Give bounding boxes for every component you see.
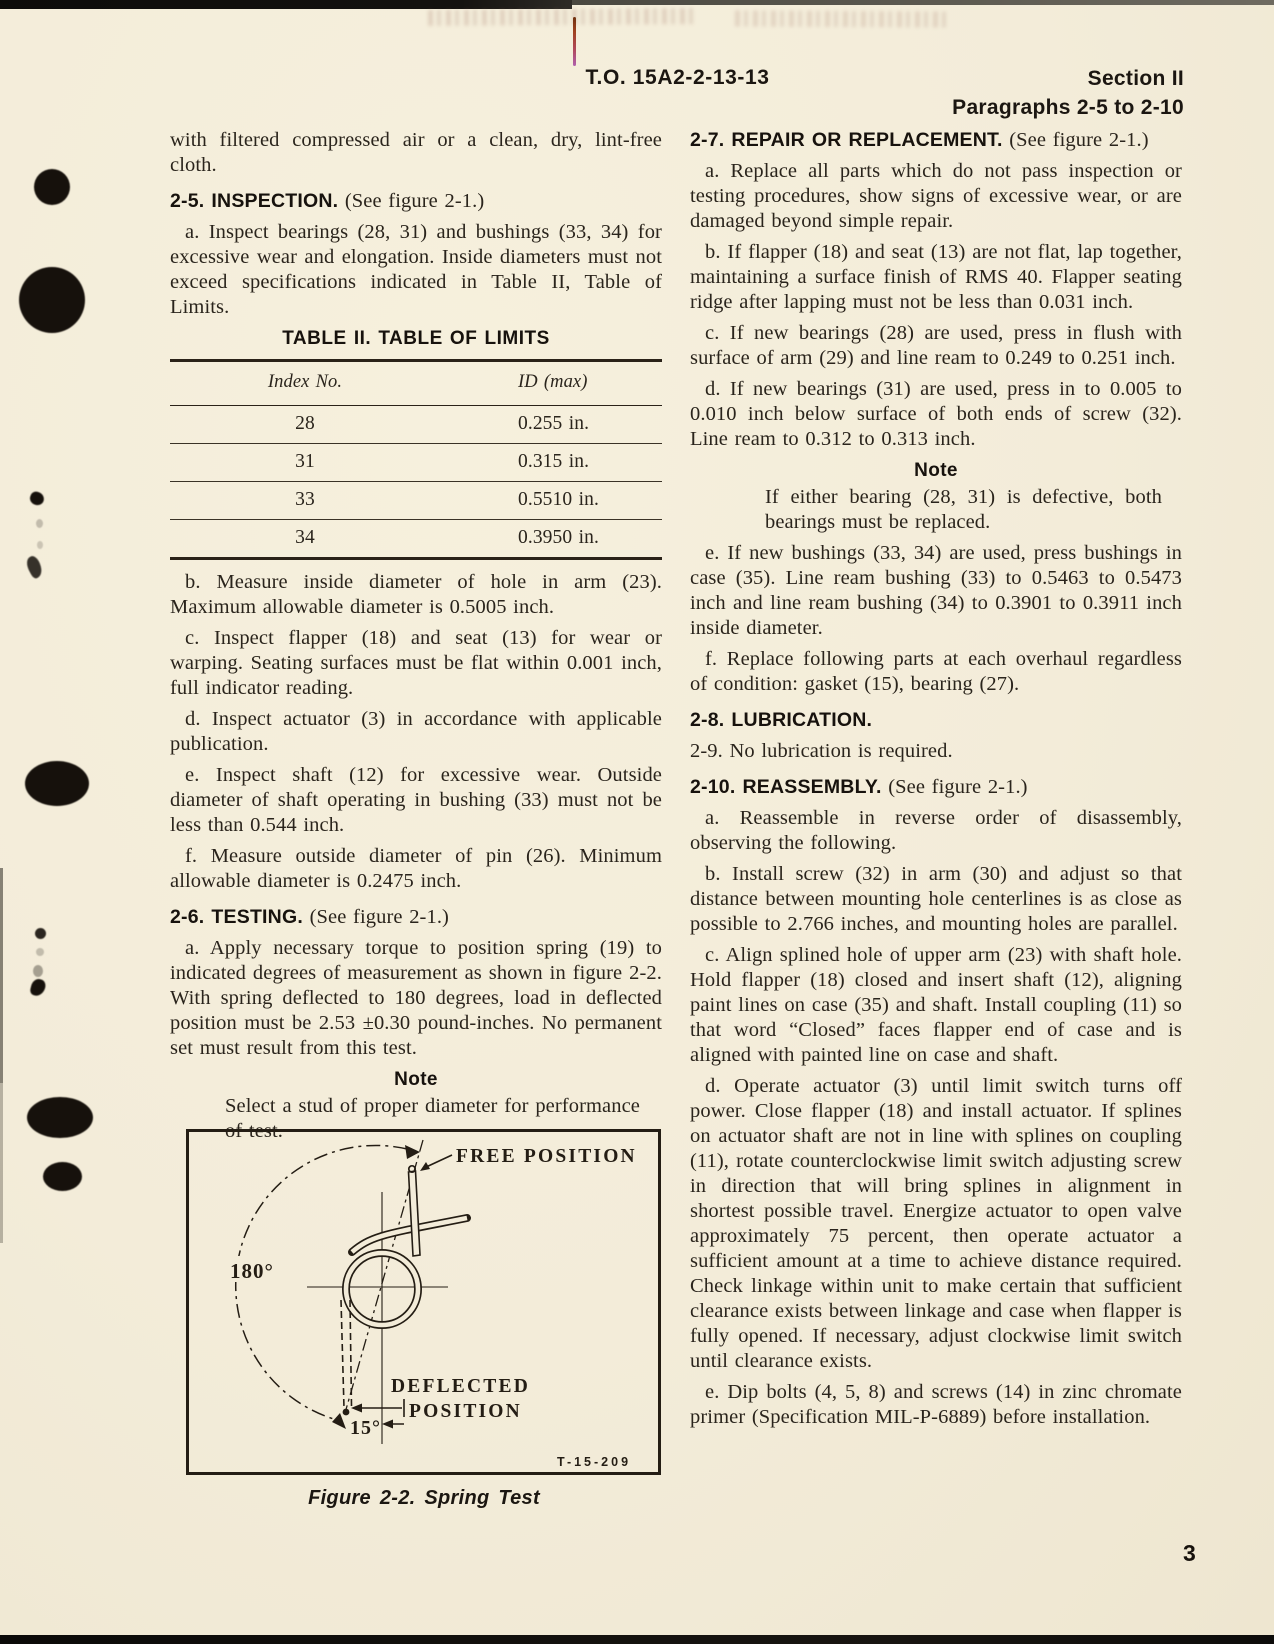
cell-index: 33 [295,489,315,510]
spring-test-diagram [186,1128,662,1477]
table-row [170,520,662,557]
cell-index: 28 [295,413,315,434]
table-row [170,444,662,482]
scan-edge-left [0,1083,3,1243]
note-label: Note [394,1069,438,1090]
paragraph: with filtered compressed air or a clean, dry, lint-free cloth. [170,129,662,176]
heading-label: 2-5. INSPECTION. [170,190,339,212]
heading-suffix: (See figure 2-1.) [1009,129,1149,151]
scan-edge-top-right [572,0,1274,5]
scan-edge-top-left [0,0,572,9]
heading-label: 2-10. REASSEMBLY. [690,776,882,798]
section-header [952,64,1184,122]
cell-index: 34 [295,527,315,548]
paragraph-2-5-f: f. Measure outside diameter of pin (26). Minimum allowable diameter is 0.2475 inch. [170,845,662,892]
label-180-degrees: 180° [230,1259,274,1283]
figure-border [188,1131,660,1474]
punch-mark [34,169,70,205]
table-row [170,406,662,444]
paragraph-2-5-a: a. Inspect bearings (28, 31) and bushings (33, 34) for excessive wear and elongation. Inside diameters must not exceed specifications indicated in Table II, Table of Limits. [170,221,662,318]
punch-mark [25,761,89,806]
right-column [690,128,1182,1436]
paragraph-2-6-a: a. Apply necessary torque to position spring (19) to indicated degrees of measurement as shown in figure 2-2. With spring deflected to 180 degrees, load in deflected position must be 2.53 ±0.30 pound-inches. No permanent set must result from this test. [170,937,662,1059]
paragraph-2-7-c: c. If new bearings (28) are used, press in flush with surface of arm (29) and line ream to 0.249 to 0.251 inch. [690,322,1182,369]
paragraph-2-7-a: a. Replace all parts which do not pass inspection or testing procedures, show signs of excessive wear, or are damaged beyond simple repair. [690,160,1182,232]
heading-label: 2-6. TESTING. [170,906,303,928]
paragraph-2-10-e: e. Dip bolts (4, 5, 8) and screws (14) in zinc chromate primer (Specification MIL-P-6889) before installation. [690,1381,1182,1428]
ink-speck [37,541,43,549]
paragraph-2-7-e: e. If new bushings (33, 34) are used, press bushings in case (35). Line ream bushing (33) to 0.5463 to 0.5473 inch and line ream bushing (34) to 0.3901 to 0.3911 inch inside diameter. [690,542,1182,639]
heading-2-8 [690,708,1182,733]
ink-bleed-ghost-text [428,8,696,26]
heading-label: 2-7. REPAIR OR REPLACEMENT. [690,129,1003,151]
table-title: TABLE II. TABLE OF LIMITS [282,328,550,349]
ink-speck [35,928,46,939]
table-header-row [170,362,662,406]
scan-edge-bottom [0,1635,1274,1644]
paragraph-2-5-e: e. Inspect shaft (12) for excessive wear. Outside diameter of shaft operating in bushing (33) must not be less than 0.544 inch. [170,764,662,836]
heading-suffix: (See figure 2-1.) [344,190,485,212]
table-of-limits [170,359,662,560]
ink-bleed-ghost-text [735,10,950,27]
heading-suffix: (See figure 2-1.) [888,776,1028,798]
note-label: Note [914,460,958,481]
ink-speck [36,519,43,528]
label-15-degrees: 15° [350,1417,381,1439]
label-position: POSITION [409,1401,522,1422]
cell-id: 0.3950 in. [518,527,599,548]
paragraph-2-7-b: b. If flapper (18) and seat (13) are not flat, lap together, maintaining a surface finish of RMS 40. Flapper seating ridge after lapping must not be less than 0.031 inch. [690,241,1182,313]
section-label: Section II [1087,67,1184,90]
heading-2-5 [170,189,662,214]
ink-speck [33,965,43,977]
punch-mark [27,1097,93,1138]
ink-speck [36,948,44,956]
paragraph-2-10-a: a. Reassemble in reverse order of disassembly, observing the following. [690,807,1182,854]
ink-speck [24,554,46,580]
paragraph-2-5-d: d. Inspect actuator (3) in accordance with applicable publication. [170,708,662,755]
column-header-index: Index No. [267,372,343,392]
heading-2-10 [690,775,1182,800]
figure-2-2-spring-test [186,1128,662,1477]
punch-mark [43,1162,82,1191]
paragraph-2-9: 2-9. No lubrication is required. [690,740,953,762]
red-pen-mark [573,17,576,66]
column-header-id: ID (max) [518,372,588,392]
scan-edge-left [0,868,3,1083]
paragraph-2-5-b: b. Measure inside diameter of hole in arm (23). Maximum allowable diameter is 0.5005 inch. [170,571,662,618]
paragraph-2-10-c: c. Align splined hole of upper arm (23) with shaft hole. Hold flapper (18) closed and insert shaft (12), aligning paint lines on case (35) and shaft. Install coupling (11) so that word “Closed” faces flapper end of case and is aligned with painted line on case and shaft. [690,944,1182,1066]
page-number: 3 [1183,1540,1196,1566]
paragraph-2-10-b: b. Install screw (32) in arm (30) and adjust so that distance between mounting hole centerlines is as close as possible to 2.766 inches, and mounting holes are parallel. [690,863,1182,935]
label-free-position: FREE POSITION [456,1146,637,1167]
cell-index: 31 [295,451,315,472]
cell-id: 0.315 in. [518,451,590,472]
technical-order-number: T.O. 15A2-2-13-13 [585,66,770,89]
cell-id: 0.255 in. [518,413,590,434]
heading-suffix: (See figure 2-1.) [309,906,449,928]
note-text: If either bearing (28, 31) is defective, both bearings must be replaced. [765,486,1162,533]
paragraph-range: Paragraphs 2-5 to 2-10 [952,96,1184,119]
paragraph-2-5-c: c. Inspect flapper (18) and seat (13) for wear or warping. Seating surfaces must be flat within 0.001 inch, full indicator reading. [170,627,662,699]
heading-2-6 [170,905,662,930]
cell-id: 0.5510 in. [518,489,599,510]
heading-label: 2-8. LUBRICATION. [690,709,873,731]
paragraph-2-10-d: d. Operate actuator (3) until limit switch turns off power. Close flapper (18) and install actuator. If splines on actuator shaft are not in line with splines on coupling (11), rotate counterclockwise limit switch adjusting screw in direction that will bring splines in alignment in shortest possible travel. Energize actuator to open valve approximately 75 percent, then operate actuator a sufficient amount at a time to achieve distance required. Check linkage within unit to make certain that sufficient clearance exists between linkage and case when flapper is fully opened. If necessary, adjust clockwise limit switch until clearance exists. [690,1075,1182,1372]
drawing-number: T-15-209 [557,1455,632,1469]
left-column [170,128,662,1150]
ink-speck [28,490,46,507]
paragraph-2-7-f: f. Replace following parts at each overhaul regardless of condition: gasket (15), bearing (27). [690,648,1182,695]
heading-2-7 [690,128,1182,153]
note-text: Select a stud of proper diameter for performance of test. [225,1095,640,1142]
ink-speck [29,978,47,998]
table-row [170,482,662,520]
paragraph-2-7-d: d. If new bearings (31) are used, press in to 0.005 to 0.010 inch below surface of both ends of screw (32). Line ream to 0.312 to 0.313 inch. [690,378,1182,450]
label-deflected: DEFLECTED [391,1376,530,1397]
punch-mark [19,267,85,333]
figure-caption: Figure 2-2. Spring Test [308,1487,540,1509]
